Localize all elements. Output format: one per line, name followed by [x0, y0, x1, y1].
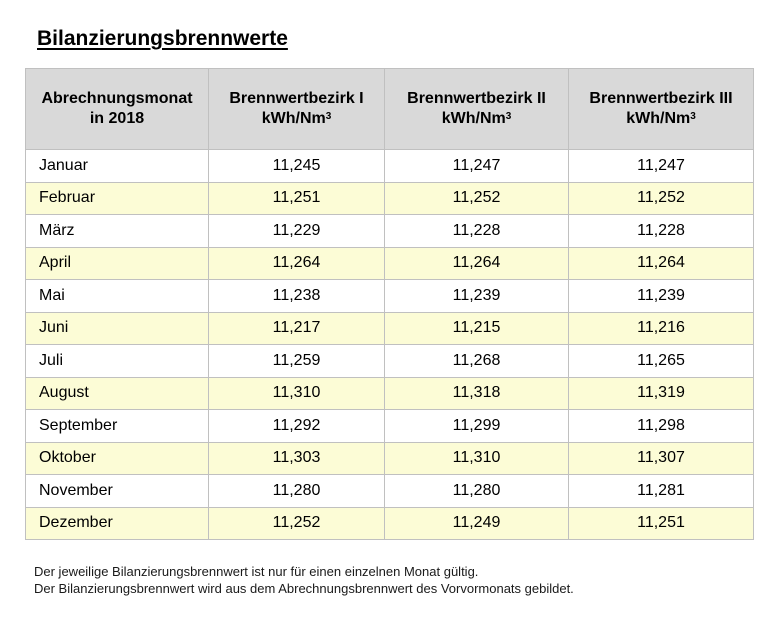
- column-header-bezirk-1: Brennwertbezirk I kWh/Nm$^3$: [209, 69, 385, 150]
- table-row: [26, 377, 754, 410]
- bezirk-1-cell: 11,245: [209, 150, 385, 183]
- month-cell: Januar: [26, 150, 209, 183]
- bezirk-2-cell: 11,280: [385, 475, 569, 508]
- brennwert-table: [25, 68, 754, 540]
- bezirk-3-cell: 11,265: [569, 345, 754, 378]
- bezirk-3-cell: 11,264: [569, 247, 754, 280]
- bezirk-2-cell: 11,228: [385, 215, 569, 248]
- bezirk-1-cell: 11,251: [209, 182, 385, 215]
- bezirk-1-cell: 11,229: [209, 215, 385, 248]
- bezirk-2-cell: 11,239: [385, 280, 569, 313]
- table-row: [26, 150, 754, 183]
- bezirk-2-cell: 11,268: [385, 345, 569, 378]
- month-cell: März: [26, 215, 209, 248]
- bezirk-2-cell: 11,318: [385, 377, 569, 410]
- bezirk-1-cell: 11,217: [209, 312, 385, 345]
- table-row: [26, 312, 754, 345]
- month-cell: Oktober: [26, 442, 209, 475]
- bezirk-3-cell: 11,307: [569, 442, 754, 475]
- month-cell: Dezember: [26, 507, 209, 540]
- bezirk-3-cell: 11,251: [569, 507, 754, 540]
- bezirk-1-cell: 11,280: [209, 475, 385, 508]
- bezirk-1-cell: 11,303: [209, 442, 385, 475]
- month-cell: September: [26, 410, 209, 443]
- column-header-month: Abrechnungsmonat in 2018: [26, 69, 209, 150]
- month-cell: April: [26, 247, 209, 280]
- table-row: [26, 475, 754, 508]
- bezirk-2-cell: 11,252: [385, 182, 569, 215]
- bezirk-2-cell: 11,310: [385, 442, 569, 475]
- table-row: [26, 182, 754, 215]
- table-row: [26, 442, 754, 475]
- bezirk-3-cell: 11,252: [569, 182, 754, 215]
- table-header-row: [26, 69, 754, 150]
- bezirk-2-cell: 11,215: [385, 312, 569, 345]
- bezirk-1-cell: 11,252: [209, 507, 385, 540]
- table-row: [26, 280, 754, 313]
- bezirk-3-cell: 11,247: [569, 150, 754, 183]
- bezirk-3-cell: 11,216: [569, 312, 754, 345]
- column-header-bezirk-3: Brennwertbezirk III kWh/Nm$^3$: [569, 69, 754, 150]
- bezirk-3-cell: 11,319: [569, 377, 754, 410]
- month-cell: Februar: [26, 182, 209, 215]
- table-row: [26, 410, 754, 443]
- bezirk-2-cell: 11,247: [385, 150, 569, 183]
- page-title: Bilanzierungsbrennwerte: [37, 27, 288, 50]
- month-cell: November: [26, 475, 209, 508]
- table-row: [26, 345, 754, 378]
- footnote-line: Der jeweilige Bilanzierungsbrennwert ist nur für einen einzelnen Monat gültig.: [34, 564, 479, 579]
- month-cell: Juli: [26, 345, 209, 378]
- bezirk-1-cell: 11,292: [209, 410, 385, 443]
- bezirk-3-cell: 11,228: [569, 215, 754, 248]
- bezirk-3-cell: 11,239: [569, 280, 754, 313]
- footnotes: [34, 563, 574, 597]
- bezirk-1-cell: 11,238: [209, 280, 385, 313]
- bezirk-3-cell: 11,298: [569, 410, 754, 443]
- bezirk-2-cell: 11,264: [385, 247, 569, 280]
- bezirk-1-cell: 11,310: [209, 377, 385, 410]
- table-row: [26, 247, 754, 280]
- bezirk-2-cell: 11,249: [385, 507, 569, 540]
- column-header-bezirk-2: Brennwertbezirk II kWh/Nm$^3$: [385, 69, 569, 150]
- table-row: [26, 507, 754, 540]
- bezirk-1-cell: 11,264: [209, 247, 385, 280]
- bezirk-1-cell: 11,259: [209, 345, 385, 378]
- table-row: [26, 215, 754, 248]
- bezirk-3-cell: 11,281: [569, 475, 754, 508]
- month-cell: Mai: [26, 280, 209, 313]
- month-cell: August: [26, 377, 209, 410]
- footnote-line: Der Bilanzierungsbrennwert wird aus dem Abrechnungsbrennwert des Vorvormonats gebildet.: [34, 581, 574, 596]
- bezirk-2-cell: 11,299: [385, 410, 569, 443]
- month-cell: Juni: [26, 312, 209, 345]
